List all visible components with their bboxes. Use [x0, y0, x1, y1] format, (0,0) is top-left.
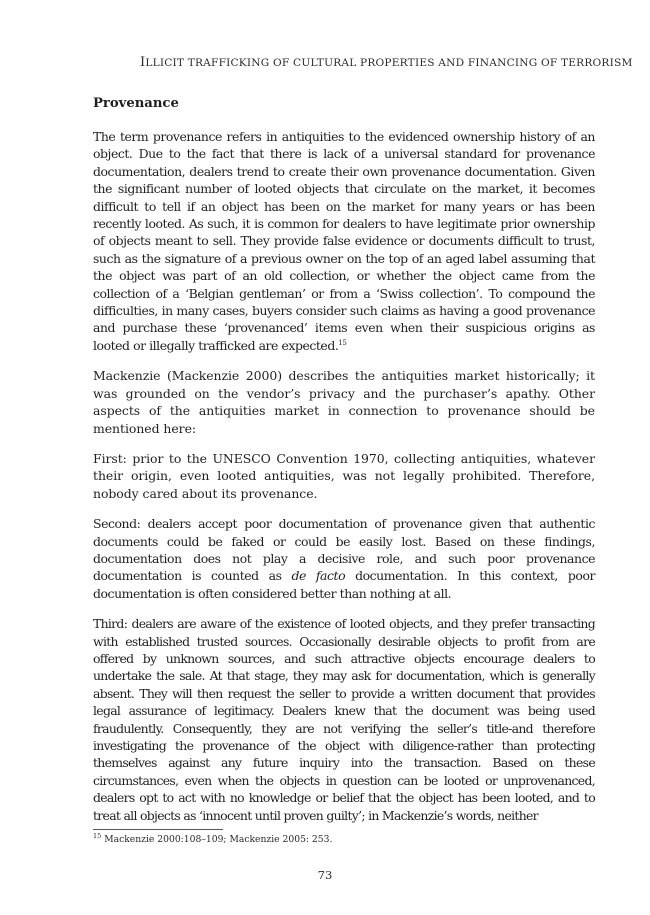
footnote	[93, 834, 332, 845]
footnote-reference: 15	[338, 338, 347, 347]
paragraph-3: First: prior to the UNESCO Convention 1970, collecting antiquities, whatever their origin, even looted antiquities, was not legally prohibited. Therefore, nobody cared about its provenance.	[93, 450, 595, 501]
paragraph-5: Third: dealers are aware of the existence of looted objects, and they prefer transacting with established trusted sources. Occasionally desirable objects to profit from are offered by unknown sources, and such attractive objects encourage dealers to undertake the sale. At that stage, they may ask for documentation, which is generally absent. They will then request the seller to provide a written document that provides legal assurance of legitimacy. Dealers knew that the document was being used fraudulently. Consequently, they are not verifying the seller’s title-and therefore investigating the provenance of the object with diligence-rather than protecting themselves against any future inquiry into the transaction. Based on these circumstances, even when the objects in question can be looted or unprovenanced, dealers opt to act with no knowledge or belief that the object has been looted, and to treat all objects as ‘innocent until proven guilty’; in Mackenzie’s words, neither	[93, 616, 595, 823]
paragraph-4	[93, 515, 595, 602]
paragraph-4-italic-term: de facto	[291, 568, 346, 584]
paragraph-4-text-end: documentation. In this context, poor documentation is often considered better than nothing at all.	[93, 568, 595, 601]
paragraph-1-text: The term provenance refers in antiquities to the evidenced ownership history of an object. Due to the fact that there is lack of a universal standard for provenance documentation, dealers trend to create their own provenance documentation. Given the significant number of looted objects that circulate on the market, it becomes difficult to tell if an object has been on the market for many years or has been recently looted. As such, it is common for dealers to have legitimate prior ownership of objects meant to sell. They provide false evidence or documents difficult to trust, such as the signature of a previous owner on the top of an aged label assuming that the object was part of an old collection, or whether the object came from the collection of a ‘Belgian gentleman’ or from a ‘Swiss collection’. To compound the difficulties, in many cases, buyers consider such claims as having a good provenance and purchase these ‘provenanced’ items even when their suspicious origins as looted or illegally trafficked are expected.	[93, 129, 595, 353]
running-head-text: LLICIT TRAFFICKING OF CULTURAL PROPERTIES AND FINANCING OF TERRORISM	[145, 57, 633, 69]
section-heading: Provenance	[93, 96, 179, 111]
footnote-divider	[93, 829, 223, 830]
page-number: 73	[317, 868, 333, 882]
footnote-text: Mackenzie 2000:108–109; Mackenzie 2005: 253.	[101, 834, 333, 845]
running-head	[140, 55, 633, 70]
footnote-number: 15	[93, 832, 102, 840]
paragraph-1	[93, 128, 595, 354]
paragraph-2: Mackenzie (Mackenzie 2000) describes the antiquities market historically; it was grounded on the vendor’s privacy and the purchaser’s apathy. Other aspects of the antiquities market in connection to provenance should be mentioned here:	[93, 368, 595, 436]
running-head-initial: I	[140, 55, 146, 70]
body-text	[93, 128, 595, 837]
paragraph-4-text-start: Second: dealers accept poor documentation of provenance given that authentic documents could be faked or could be easily lost. Based on these findings, documentation does not play a decisive role, and such poor provenance documentation is counted as	[93, 516, 595, 584]
